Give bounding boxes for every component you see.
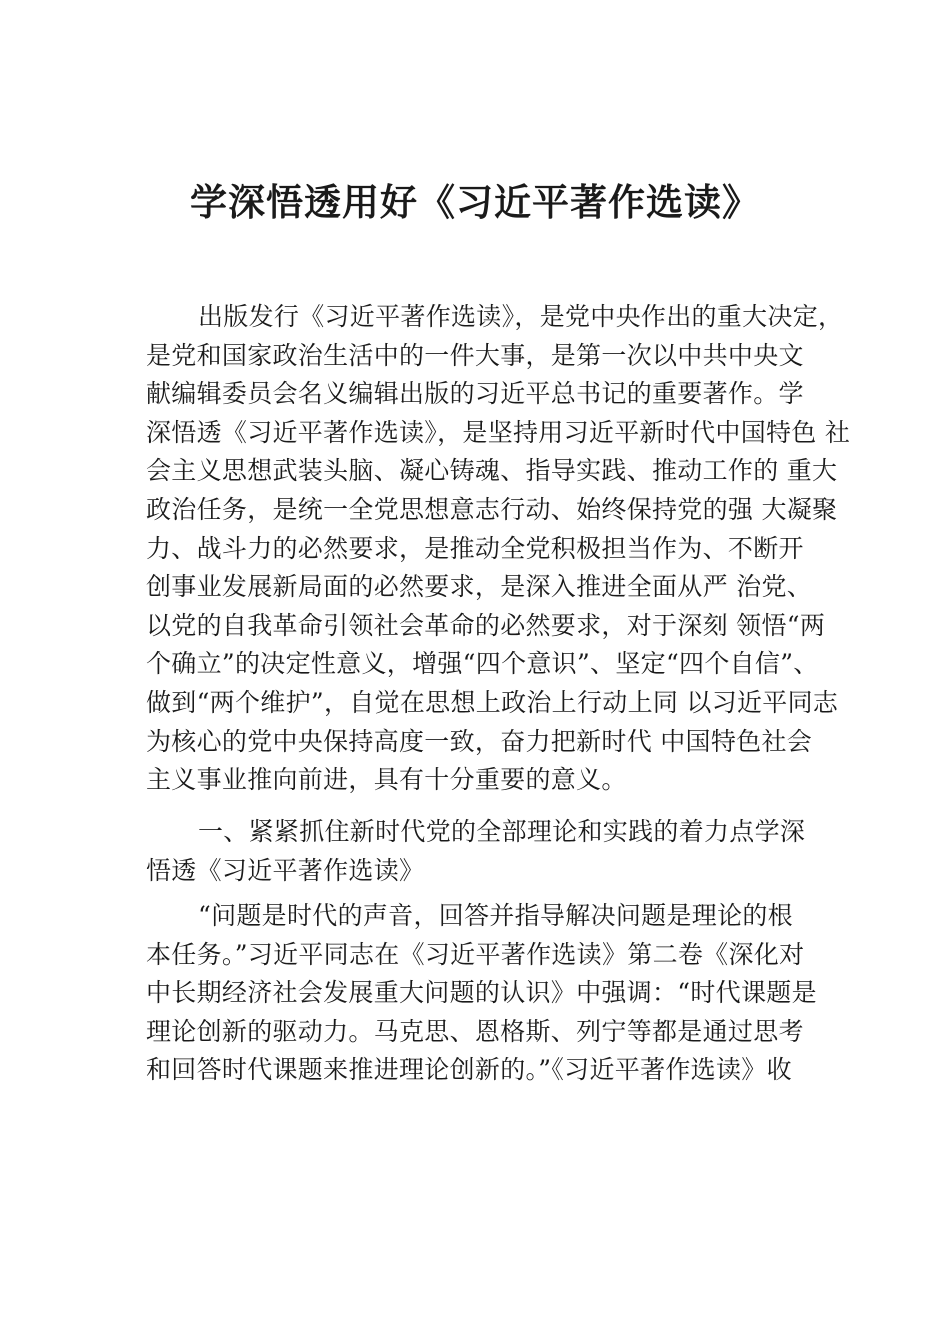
text-line: 力、战斗力的必然要求，是推动全党积极担当作为、不断开 bbox=[146, 533, 804, 563]
text-line: 主义事业推向前进，具有十分重要的意义。 bbox=[146, 765, 627, 795]
text-line: 中长期经济社会发展重大问题的认识》中强调：“时代课题是 bbox=[146, 978, 817, 1008]
section-heading-1 bbox=[146, 813, 846, 890]
text-line: 出版发行《习近平著作选读》，是党中央作出的重大决定， bbox=[198, 302, 844, 331]
text-line: 理论创新的驱动力。马克思、恩格斯、列宁等都是通过思考 bbox=[146, 1016, 804, 1046]
paragraph-intro bbox=[146, 298, 851, 800]
text-line: 本任务。”习近平同志在《习近平著作选读》第二卷《深化对 bbox=[146, 939, 805, 969]
document-title: 学深悟透用好《习近平著作选读》 bbox=[190, 180, 760, 224]
text-line: 政治任务，是统一全党思想意志行动、始终保持党的强 大凝聚 bbox=[146, 494, 838, 524]
paragraph-section-1 bbox=[146, 897, 846, 1090]
heading-line: 一、紧紧抓住新时代党的全部理论和实践的着力点学深 bbox=[198, 817, 806, 846]
text-line: 个确立”的决定性意义，增强“四个意识”、坚定“四个自信”、 bbox=[146, 649, 819, 679]
text-line: 创事业发展新局面的必然要求，是深入推进全面从严 治党、 bbox=[146, 572, 813, 602]
text-line: 和回答时代课题来推进理论创新的。”《习近平著作选读》收 bbox=[146, 1055, 792, 1085]
text-line: 以党的自我革命引领社会革命的必然要求，对于深刻 领悟“两 bbox=[146, 610, 826, 640]
text-line: “问题是时代的声音，回答并指导解决问题是理论的根 bbox=[198, 901, 793, 930]
heading-line: 悟透《习近平著作选读》 bbox=[146, 855, 425, 885]
text-line: 深悟透《习近平著作选读》，是坚持用习近平新时代中国特色 社 bbox=[146, 417, 851, 447]
text-line: 献编辑委员会名义编辑出版的习近平总书记的重要著作。学 bbox=[146, 379, 804, 409]
text-line: 是党和国家政治生活中的一件大事，是第一次以中共中央文 bbox=[146, 340, 804, 370]
text-line: 会主义思想武装头脑、凝心铸魂、指导实践、推动工作的 重大 bbox=[146, 456, 838, 486]
text-line: 做到“两个维护”，自觉在思想上政治上行动上同 以习近平同志 bbox=[146, 687, 839, 717]
text-line: 为核心的党中央保持高度一致，奋力把新时代 中国特色社会 bbox=[146, 726, 813, 756]
